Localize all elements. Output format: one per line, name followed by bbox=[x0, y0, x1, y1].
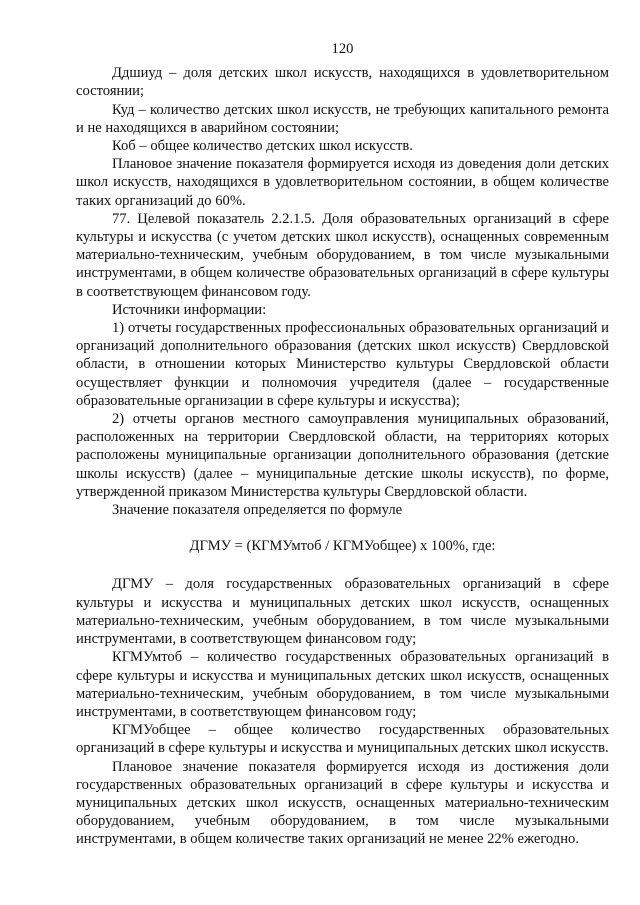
paragraph-kgmumtob-definition: КГМУмтоб – количество государственных образовательных организаций в сфере культуры и искусства и муниципальных детских школ искусств, оснащенных материально-техническим, учебным оборудованием, в том числе музыкальными инструментами, в соответствующем финансовом году; bbox=[76, 649, 609, 720]
paragraph-dgmu-definition: ДГМУ – доля государственных образовательных организаций в сфере культуры и искусства и муниципальных детских школ искусств, оснащенных материально-техническим, учебным оборудованием, в том числе музыкальными инструментами, в соответствующем финансовом году; bbox=[76, 576, 609, 648]
paragraph-source-2: 2) отчеты органов местного самоуправления муниципальных образований, расположенных на территории Свердловской области, на территориях которых расположены муниципальные организации дополнительного образования (детские школы искусств) (далее – муниципальные детские школы искусств), по форме, утвержденной приказом Министерства культуры Свердловской области. bbox=[76, 411, 609, 500]
paragraph-sources-heading: Источники информации: bbox=[112, 301, 267, 318]
paragraph-indicator-77: 77. Целевой показатель 2.2.1.5. Доля образовательных организаций в сфере культуры и искусства (с учетом детских школ искусств), оснащенных современным материально-техническим, учебным оборудованием, в том числе музыкальными инструментами, в общем количестве образовательных организаций в сфере культуры в соответствующем финансовом году. bbox=[76, 210, 609, 300]
paragraph-kob-definition: Коб – общее количество детских школ искусств. bbox=[112, 138, 413, 155]
paragraph-ddshiud-definition: Ддшиуд – доля детских школ искусств, находящихся в удовлетворительном состоянии; bbox=[76, 65, 609, 100]
paragraph-planned-value-organizations: Плановое значение показателя формируется исходя из достижения доли государственных образовательных организаций в сфере культуры и искусства и муниципальных детских школ искусств, оснащенных материально-техническим оборудованием, учебным оборудованием, в том числе музыкальными инструментами, в общем количестве таких организаций не менее 22% ежегодно. bbox=[76, 758, 609, 848]
formula: ДГМУ = (КГМУмтоб / КГМУобщее) х 100%, где: bbox=[189, 538, 496, 555]
paragraph-planned-value-schools: Плановое значение показателя формируется исходя из доведения доли детских школ искусств, находящихся в удовлетворительном состоянии, в общем количестве таких организаций до 60%. bbox=[76, 156, 609, 209]
paragraph-source-1: 1) отчеты государственных профессиональных образовательных организаций и организаций дополнительного образования (детских школ искусств) Свердловской области, в отношении которых Министерство культуры Свердловской области осуществляет функции и полномочия учредителя (далее – государственные образовательные организации в сфере культуры и искусства); bbox=[76, 320, 609, 409]
page-number: 120 bbox=[331, 41, 354, 57]
paragraph-formula-intro: Значение показателя определяется по формуле bbox=[112, 502, 403, 519]
paragraph-kgmuobshchee-definition: КГМУобщее – общее количество государственных образовательных организаций в сфере культуры и искусства и муниципальных детских школ искусств. bbox=[76, 722, 609, 757]
paragraph-kud-definition: Куд – количество детских школ искусств, не требующих капитального ремонта и не находящихся в аварийном состоянии; bbox=[76, 101, 609, 136]
